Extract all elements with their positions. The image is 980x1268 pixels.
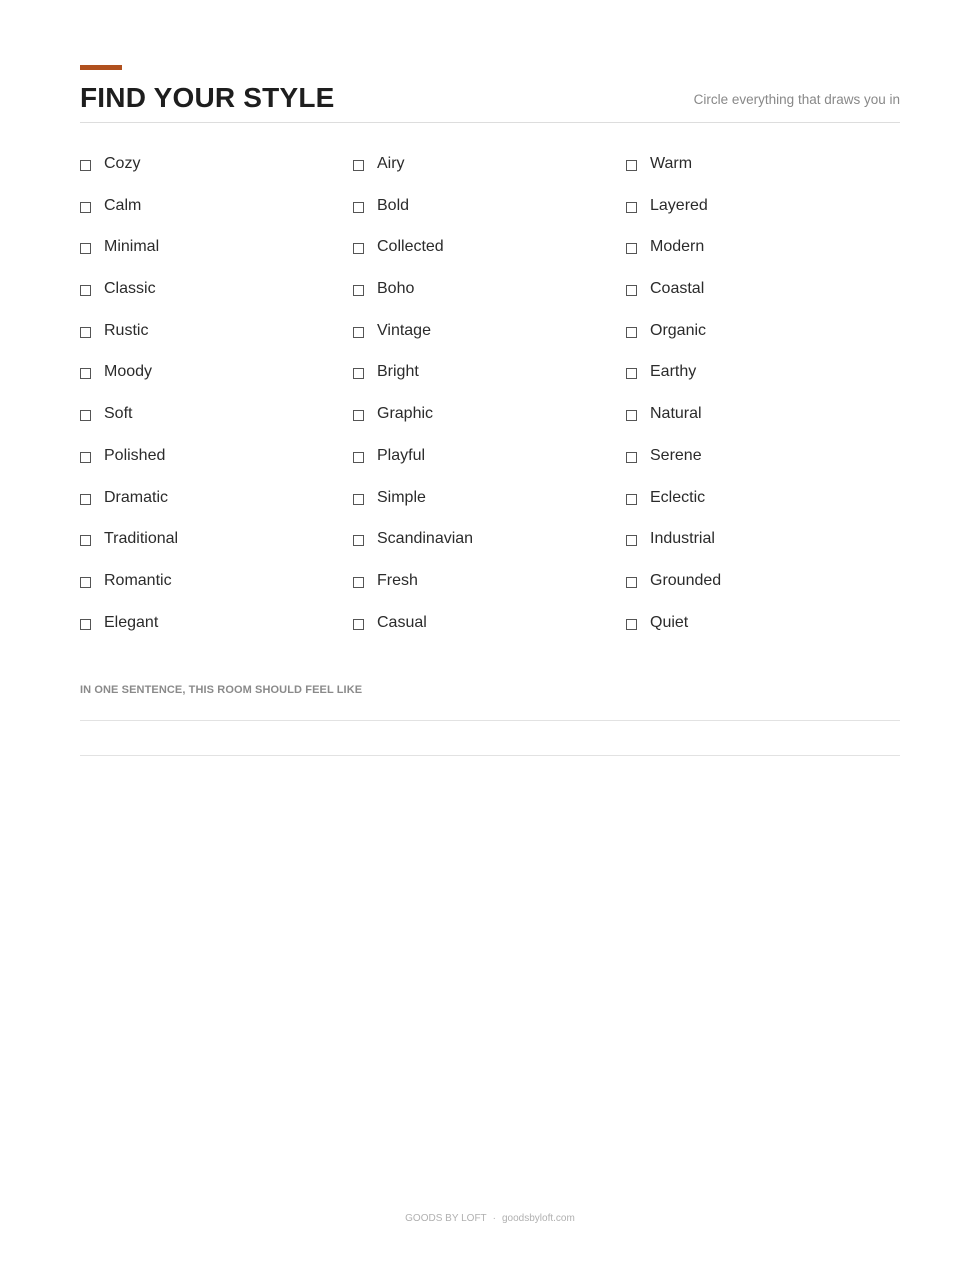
sentence-prompt-label: IN ONE SENTENCE, THIS ROOM SHOULD FEEL LIKE bbox=[80, 684, 363, 696]
style-option-label: Modern bbox=[650, 238, 705, 256]
style-option-label: Soft bbox=[104, 405, 133, 423]
accent-bar bbox=[80, 65, 122, 70]
page-footer bbox=[0, 1213, 980, 1224]
style-option-label: Casual bbox=[377, 613, 427, 631]
style-option-label: Minimal bbox=[104, 238, 160, 256]
page-subtitle: Circle everything that draws you in bbox=[693, 92, 900, 107]
style-option-label: Bold bbox=[377, 196, 410, 214]
checkbox-icon[interactable] bbox=[80, 535, 91, 546]
footer-brand: GOODS BY LOFT bbox=[405, 1213, 487, 1224]
checkbox-icon[interactable] bbox=[80, 368, 91, 379]
style-option-label: Dramatic bbox=[104, 488, 169, 506]
style-option[interactable] bbox=[353, 270, 626, 308]
style-option-label: Fresh bbox=[377, 571, 418, 589]
checkbox-icon[interactable] bbox=[80, 285, 91, 296]
style-option-label: Industrial bbox=[650, 530, 715, 548]
style-option-label: Earthy bbox=[650, 363, 697, 381]
style-option-label: Elegant bbox=[104, 613, 159, 631]
checkbox-icon[interactable] bbox=[353, 577, 364, 588]
style-option[interactable] bbox=[626, 145, 900, 183]
style-option-label: Traditional bbox=[104, 530, 179, 548]
style-option-label: Bright bbox=[377, 363, 419, 381]
answer-line[interactable] bbox=[80, 720, 900, 721]
checkbox-icon[interactable] bbox=[80, 202, 91, 213]
style-option[interactable] bbox=[80, 604, 353, 642]
checkbox-icon[interactable] bbox=[626, 327, 637, 338]
checkbox-icon[interactable] bbox=[626, 452, 637, 463]
page-header bbox=[80, 80, 900, 123]
page-title: FIND YOUR STYLE bbox=[80, 82, 335, 113]
style-option[interactable] bbox=[80, 187, 353, 225]
style-option-label: Collected bbox=[377, 238, 444, 256]
style-option-label: Romantic bbox=[104, 571, 172, 589]
checkbox-icon[interactable] bbox=[353, 202, 364, 213]
style-option[interactable] bbox=[353, 353, 626, 391]
style-option[interactable] bbox=[626, 228, 900, 266]
checkbox-icon[interactable] bbox=[80, 494, 91, 505]
checkbox-icon[interactable] bbox=[80, 452, 91, 463]
style-option-label: Scandinavian bbox=[377, 530, 474, 548]
style-option[interactable] bbox=[80, 562, 353, 600]
style-option[interactable] bbox=[626, 437, 900, 475]
checkbox-icon[interactable] bbox=[353, 535, 364, 546]
style-option[interactable] bbox=[626, 520, 900, 558]
style-options-grid bbox=[80, 145, 900, 645]
style-option-label: Polished bbox=[104, 446, 166, 464]
style-option[interactable] bbox=[626, 562, 900, 600]
style-option[interactable] bbox=[626, 312, 900, 350]
style-option-label: Classic bbox=[104, 280, 156, 298]
checkbox-icon[interactable] bbox=[626, 577, 637, 588]
style-option-label: Boho bbox=[377, 280, 415, 298]
style-option[interactable] bbox=[353, 604, 626, 642]
style-option[interactable] bbox=[626, 479, 900, 517]
style-option[interactable] bbox=[353, 395, 626, 433]
checkbox-icon[interactable] bbox=[80, 160, 91, 171]
footer-url: goodsbyloft.com bbox=[502, 1213, 575, 1224]
checkbox-icon[interactable] bbox=[626, 410, 637, 421]
style-option-label: Coastal bbox=[650, 280, 705, 298]
style-option[interactable] bbox=[626, 395, 900, 433]
style-option-label: Layered bbox=[650, 196, 708, 214]
style-option[interactable] bbox=[626, 187, 900, 225]
style-option[interactable] bbox=[80, 479, 353, 517]
style-option[interactable] bbox=[626, 604, 900, 642]
checkbox-icon[interactable] bbox=[353, 243, 364, 254]
style-option[interactable] bbox=[353, 562, 626, 600]
style-option[interactable] bbox=[626, 353, 900, 391]
style-option-label: Airy bbox=[377, 155, 405, 172]
answer-line[interactable] bbox=[80, 755, 900, 756]
checkbox-icon[interactable] bbox=[353, 619, 364, 630]
checkbox-icon[interactable] bbox=[626, 202, 637, 213]
style-option[interactable] bbox=[353, 187, 626, 225]
footer-separator: · bbox=[492, 1213, 496, 1224]
checkbox-icon[interactable] bbox=[80, 410, 91, 421]
checkbox-icon[interactable] bbox=[80, 327, 91, 338]
style-option[interactable] bbox=[80, 353, 353, 391]
style-option[interactable] bbox=[353, 520, 626, 558]
checkbox-icon[interactable] bbox=[353, 494, 364, 505]
style-option[interactable] bbox=[353, 228, 626, 266]
checkbox-icon[interactable] bbox=[626, 243, 637, 254]
style-option-label: Calm bbox=[104, 196, 142, 214]
checkbox-icon[interactable] bbox=[353, 285, 364, 296]
style-option[interactable] bbox=[80, 228, 353, 266]
style-option[interactable] bbox=[353, 312, 626, 350]
style-option-label: Natural bbox=[650, 405, 702, 423]
style-option[interactable] bbox=[353, 479, 626, 517]
checkbox-icon[interactable] bbox=[353, 410, 364, 421]
checkbox-icon[interactable] bbox=[353, 452, 364, 463]
style-option[interactable] bbox=[353, 145, 626, 183]
style-option-label: Cozy bbox=[104, 155, 141, 172]
checkbox-icon[interactable] bbox=[80, 243, 91, 254]
style-option[interactable] bbox=[353, 437, 626, 475]
checkbox-icon[interactable] bbox=[353, 327, 364, 338]
style-option-label: Organic bbox=[650, 321, 707, 339]
style-option[interactable] bbox=[80, 395, 353, 433]
style-option[interactable] bbox=[80, 145, 353, 183]
style-option-label: Vintage bbox=[377, 321, 431, 339]
checkbox-icon[interactable] bbox=[626, 160, 637, 171]
style-option-label: Serene bbox=[650, 446, 702, 464]
style-option-label: Warm bbox=[650, 155, 693, 172]
style-option-label: Rustic bbox=[104, 321, 149, 339]
checkbox-icon[interactable] bbox=[353, 160, 364, 171]
style-option[interactable] bbox=[80, 270, 353, 308]
checkbox-icon[interactable] bbox=[80, 619, 91, 630]
style-option[interactable] bbox=[80, 520, 353, 558]
checkbox-icon[interactable] bbox=[353, 368, 364, 379]
checkbox-icon[interactable] bbox=[626, 368, 637, 379]
checkbox-icon[interactable] bbox=[626, 285, 637, 296]
style-option[interactable] bbox=[80, 437, 353, 475]
style-option[interactable] bbox=[80, 312, 353, 350]
style-option-label: Graphic bbox=[377, 405, 434, 423]
style-option[interactable] bbox=[626, 270, 900, 308]
checkbox-icon[interactable] bbox=[80, 577, 91, 588]
style-option-label: Grounded bbox=[650, 571, 722, 589]
style-option-label: Simple bbox=[377, 488, 426, 506]
style-option-label: Playful bbox=[377, 446, 426, 464]
style-option-label: Eclectic bbox=[650, 488, 706, 506]
style-option-label: Moody bbox=[104, 363, 153, 381]
checkbox-icon[interactable] bbox=[626, 494, 637, 505]
style-option-label: Quiet bbox=[650, 613, 689, 631]
checkbox-icon[interactable] bbox=[626, 619, 637, 630]
checkbox-icon[interactable] bbox=[626, 535, 637, 546]
